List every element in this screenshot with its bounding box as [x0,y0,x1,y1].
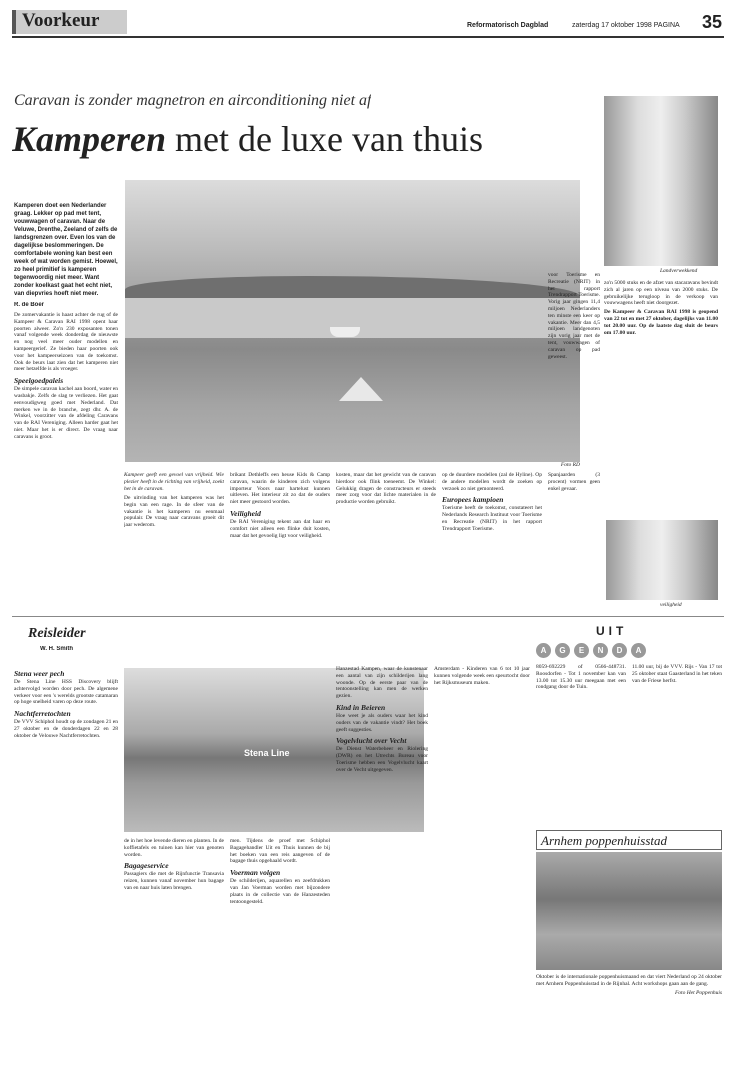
agenda-column-1: Amsterdam - Kinderen van 6 tot 10 jaar kunnen volgende week een speurtocht door het Rijksmuseum maken. [434,666,530,686]
article-column-3: brikant Dethleffs een heuse Kids & Camp caravan, waarin de kinderen zich volgens importeur Voors naar hartelust kunnen uitleven. Het interieur zit zo dat de ouders niet meer gestoord worden. Veiligheid De RAI Vereniging tekent aan dat haar en comfort niet alleen een flinke duit kosten, maar dat het gevoelig ligt voor veiligheid. [230,472,330,539]
caravan-window-photo [606,520,718,600]
byline: R. de Boer [14,302,45,308]
reis-column-1: Stena weer pech De Stena Line HSS Discovery blijft achtervolgd worden door pech. De algemene verkeer voor een 's werelds grootste catamaran op hoge snelheid varen op deze route. Nachtferretochten De VVV Schiphol houdt op de zondagen 21 en 27 oktober en de donderdagen 22 en 28 oktober de Velouwe Nachtferretochten. [14,669,118,739]
section-title: Voorkeur [12,10,127,34]
page-number: 35 [702,12,723,32]
article-column-6: Spanjaarden (3 procent) vormen geen enkel gevaar. [548,472,600,492]
article-kicker: Caravan is zonder magnetron en airconditioning niet af [14,92,372,109]
agenda-letters: A G E N D A [536,640,716,658]
article-column-5: op de duurdere modellen (zal de Hyline). Op de andere modellen wordt de zoeken op verzoek zo niet gemonteerd. Europees kampioen Toerisme heeft de toekomst, constateert het Nederlands Research Instituut voor Toerisme en Recreatie (NRIT) in het rapport Trendrapport Toerisme. [442,472,542,532]
uit-label: UIT [596,624,628,638]
ship-name: Stena Line [244,748,290,758]
uit-agenda-header [536,624,716,660]
arnhem-text: Oktober is de internationale poppenhuismaand en dat viert Nederland op 24 oktober met Arnhem Poppenhuisstad in de Rijnhal. Acht workshops gaan aan de gang. Foto Het Poppenhuis [536,974,722,996]
article-column-4: kosten, maar dat het gewicht van de caravan hierdoor ook flink toeneemt. De Winkel: Gelukkig dragen de constructeurs er steeds meer zorg voor dat lichte materialen in de productie worden gebruikt. [336,472,436,506]
caption-interior: Landverwekkend [660,268,698,274]
reis-column-4: Hanzestad Kampen, waar de kunstenaar een aantal van zijn schilderijen lang woonde. Op de eerste paar van de tentoonstelling kan men de werken gezien. Kind in Beieren Hoe weet je als ouders waar het kind ouders van de vakantie vindt? Het boek geeft suggesties. Vogelvlucht over Vecht De Dienst Waterbeheer en Riolering (DWR) en het Utrechts Bureau voor Toerisme hebben een Vogelvlucht kaart over de Vecht uitgegeven. [336,666,428,773]
agenda-column-2: 8059-692229 of 0566-448731. Roosdorfen - Tot 1 november kan van 13.00 tot 15.30 uur meegaan met een rondgang door de Tuin. [536,664,626,691]
article-headline: Kamperen met de luxe van thuis [12,119,483,159]
photo-credit: Foto RD [560,462,580,468]
article-column-7: voor Toerisme en Recreatie (NRIT) in het rapport Trendrapport Toerisme. Vorig jaar gingen 11,4 miljoen Nederlanders ten minste een keer op vakantie. Meer dan 4,5 miljoen landgenoten zijn vorig jaar met de tent, vouwwagen of caravan op pad geweest. [548,272,600,360]
agenda-column-3: 11.00 uur, bij de VVV. Rijs - Van 17 tot 25 oktober staat Gaasterland in het teken van de Friese herfst. [632,664,722,684]
reis-column-2: de in het hoe levende dieren en planten. In de koffietafels en tuinen kan hier van genoten worden. Bagageservice Passagiers die met de Rijnfunctie Transavia reizen, kunnen vanaf november hun bagage van en naar huis laten brengen. [124,838,224,891]
reisleider-logo: Reisleider [28,626,86,641]
article-column-2: Kampeer geeft een gevoel van vrijheid. Wie plezier heeft in de richting van vrijheid, zoekt het in de caravan. De uitvinding van het kamperen was het begin van een rage. In de sfeer van de vakantie is het kamperen nu eenmaal populair. De vraag naar caravans groeit dit jaar wederom. [124,472,224,529]
article-column-8: zo'n 5000 stuks en de afzet van stacaravans bevindt zich al jaren op een niveau van 2000 stuks. De gebruikelijke terugloop in de verkoop van vouwwagens heeft niet doorgezet. De Kampeer & Caravan RAI 1998 is geopend van 22 tot en met 27 oktober, dagelijks van 11.00 tot 20.00 uur. Op de laatste dag sluit de beurs om 17.00 uur. [604,280,718,336]
reis-byline: W. H. Smith [40,646,73,652]
paper-name: Reformatorisch Dagblad [467,22,549,29]
dollhouse-photo [536,852,722,970]
arnhem-box-title: Arnhem poppenhuisstad [536,830,722,850]
reis-column-3: men. Tijdens de proef met Schiphol Bagagehandler Uit en Thuis kunnen de bij het boeken van een reis aangeven of de bagage thuis opgehaald wordt. Voerman volgen De schilderijen, aquarellen en zeefdrukken van Jan Voerman worden met bijzondere plaats in de collectie van de Hanzesteden tentoongesteld. [230,838,330,905]
caption-safety: veiligheid [660,602,682,608]
lake-camping-photo [125,180,580,462]
article-column-1: De zomervakantie is haast achter de rug of de Kampeer & Caravan RAI 1998 opent haar poorten alweer. Zo'n 230 exposanten tonen vanaf volgende week donderdag de nieuwste en nog veel meer ouder modellen en kampeergerief. Ze bieden haar poorten ook voor het kampeerseizoen van de toekomst. Ook de beurs laat zien dat het kamperen niet meer hetzelfde is als vroeger. Speelgoedpaleis De simpele caravan kachel aan boord, water en wasbakje. Zelfs de slag te verliezen. Het gaat eenvoudigweg goed met Nederland. Dat merken we in de branche, zegt dhr. A. de Winkel, voorzitter van de afdeling Caravans van de RAI Vereniging. Alleen harder gaat het niet. Maar het is er direct. De vraag naar caravans is groot. [14,312,118,440]
section-divider [12,616,724,617]
article-lead: Kamperen doet een Nederlander graag. Lekker op pad met tent, vouwwagen of caravan. Naar de Veluwe, Drenthe, Zeeland of zelfs de landsgrenzen over. Even los van de dagelijkse beslommeringen. De comfortabele woning kan best een week of wat worden gemist. Hoewel, zo heel primitief is kamperen tegenwoordig niet meer. Want zonder koelkast gaat het echt niet, van diepvries hoeft niet meer. [14,203,118,297]
caravan-interior-photo [604,96,718,266]
page-header [12,8,724,38]
page-date: zaterdag 17 oktober 1998 PAGINA [572,22,680,29]
